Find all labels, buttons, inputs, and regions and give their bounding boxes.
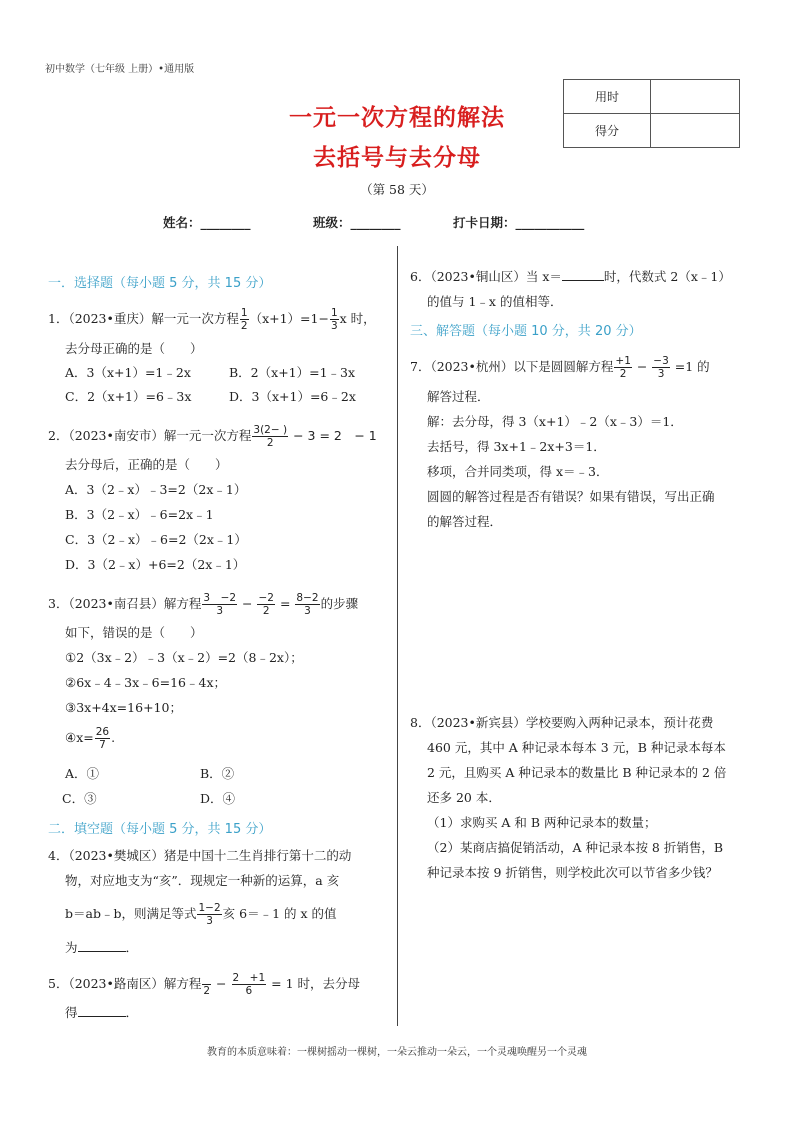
q3-option-d[interactable]: D．④	[200, 791, 236, 806]
fraction: $\frac{8-2}{3}$	[296, 592, 319, 617]
q2-option-a[interactable]: A．3（2﹣x）﹣3=2（2x﹣1）	[65, 482, 247, 497]
section-choice: 一．选择题（每小题 5 分，共 15 分）	[48, 276, 272, 291]
title-line-1: 一元一次方程的解法	[289, 105, 505, 131]
q6-line-2: 的值与 1﹣x 的值相等．	[427, 294, 563, 309]
q7-line-7: 的解答过程．	[427, 514, 503, 529]
q8-line-2: 460 元，其中 A 种记录本每本 3 元，B 种记录本每本	[427, 740, 726, 755]
q1-stem-2: 去分母正确的是（ ）	[65, 341, 203, 356]
q4-line-1: 4．（2023•樊城区）猪是中国十二生肖排行第十二的动	[48, 848, 352, 863]
q2-stem: 2．（2023•南安市）解一元一次方程 $\frac{3(2- )}{2}$ − 3 = 2 − 1	[48, 424, 377, 449]
column-divider	[397, 246, 398, 1026]
q4-line-3: b＝ab﹣b，则满足等式 $\frac{1-2}{3}$ 亥 6＝﹣1 的 x 的值	[65, 902, 337, 927]
day-label: （第 58 天）	[360, 182, 434, 197]
q4-line-2: 物，对应地支为“亥”．现规定一种新的运算，a 亥	[65, 873, 340, 888]
q7-line-2: 解答过程．	[427, 389, 490, 404]
q1-stem: 1．（2023•重庆）解一元一次方程 $\frac{1}{2}$ （x+1）=1− $\frac{1}{3}$ x 时，	[48, 307, 376, 332]
q2-option-d[interactable]: D．3（2﹣x）+6=2（2x﹣1）	[65, 557, 246, 572]
q1-option-b[interactable]: B．2（x+1）=1﹣3x	[229, 365, 356, 380]
q7-line-6: 圆圆的解答过程是否有错误？如果有错误，写出正确	[427, 489, 715, 504]
q3-step-4: ④x= $\frac{26}{7}$ .	[65, 726, 116, 751]
q1-option-c[interactable]: C．2（x+1）=6﹣3x	[65, 389, 192, 404]
fraction: $\frac{2 +1}{6}$	[232, 972, 266, 997]
q1-option-a[interactable]: A．3（x+1）=1﹣2x	[65, 365, 191, 380]
q7-line-4: 去括号，得 3x+1﹣2x+3＝1．	[427, 439, 606, 454]
score-field[interactable]	[651, 114, 740, 148]
q7-line-5: 移项，合并同类项，得 x＝﹣3．	[427, 464, 609, 479]
q5-stem: 5．（2023•路南区）解方程 2 − $\frac{2 +1}{6}$ = 1 时，去分母	[48, 972, 361, 997]
fraction: $\frac{-2}{2}$	[258, 592, 274, 617]
q3-option-c[interactable]: C．③	[62, 791, 97, 806]
section-answer: 三、解答题（每小题 10 分，共 20 分）	[410, 324, 642, 339]
q5-answer-blank[interactable]	[78, 1005, 126, 1017]
fraction: $\frac{1}{3}$	[330, 307, 338, 332]
q3-option-a[interactable]: A．①	[65, 766, 100, 781]
fraction: $\frac{-3}{3}$	[653, 355, 669, 380]
q3-option-b[interactable]: B．②	[200, 766, 235, 781]
q8-line-1: 8．（2023•新宾县）学校要购入两种记录本，预计花费	[410, 715, 714, 730]
time-field[interactable]	[651, 80, 740, 114]
q5-line-2: 得 ．	[65, 1005, 139, 1020]
footer-quote: 教育的本质意味着：一棵树摇动一棵树，一朵云推动一朵云，一个灵魂唤醒另一个灵魂	[207, 1047, 587, 1058]
time-label: 用时	[564, 80, 651, 114]
q3-stem: 3．（2023•南召县）解方程 $\frac{3 -2}{3}$ − $\frac{-2}{2}$ = $\frac{8-2}{3}$ 的步骤	[48, 592, 359, 617]
q1-option-d[interactable]: D．3（x+1）=6﹣2x	[229, 389, 356, 404]
fraction: 2	[202, 972, 211, 997]
q3-step-3: ③3x+4x=16+10；	[65, 700, 182, 715]
q2-option-b[interactable]: B．3（2﹣x）﹣6=2x﹣1	[65, 507, 214, 522]
time-score-table	[563, 79, 740, 148]
fraction: $\frac{1}{2}$	[240, 307, 248, 332]
q8-line-4: 还多 20 本．	[427, 790, 501, 805]
fraction: $\frac{1-2}{3}$	[198, 902, 221, 927]
q3-step-1: ①2（3x﹣2）﹣3（x﹣2）=2（8﹣2x）；	[65, 650, 303, 665]
fraction: $\frac{+1}{2}$	[615, 355, 631, 380]
q2-option-c[interactable]: C．3（2﹣x）﹣6=2（2x﹣1）	[65, 532, 247, 547]
class-field: 班级：________	[313, 215, 401, 230]
q2-stem-2: 去分母后，正确的是（ ）	[65, 457, 228, 472]
q8-line-6: （2）某商店搞促销活动，A 种记录本按 8 折销售，B	[427, 840, 724, 855]
fraction: $\frac{3 -2}{3}$	[203, 592, 237, 617]
q7-stem: 7．（2023•杭州）以下是圆圆解方程 $\frac{+1}{2}$ − $\frac{-3}{3}$ =1 的	[410, 355, 710, 380]
q6-answer-blank[interactable]	[562, 269, 604, 281]
q6-line-1: 6．（2023•铜山区）当 x＝ 时，代数式 2（x﹣1）	[410, 269, 731, 284]
score-label: 得分	[564, 114, 651, 148]
title-line-2: 去括号与去分母	[313, 145, 481, 171]
q4-answer-blank[interactable]	[78, 940, 126, 952]
q3-stem-2: 如下，错误的是（ ）	[65, 625, 203, 640]
fraction: $\frac{3(2- )}{2}$	[253, 424, 288, 449]
date-field: 打卡日期：___________	[453, 215, 585, 230]
fraction: $\frac{26}{7}$	[95, 726, 110, 751]
q8-line-3: 2 元，且购买 A 种记录本的数量比 B 种记录本的 2 倍	[427, 765, 727, 780]
section-fill: 二．填空题（每小题 5 分，共 15 分）	[48, 822, 272, 837]
q3-step-2: ②6x﹣4﹣3x﹣6=16﹣4x；	[65, 675, 226, 690]
q8-line-5: （1）求购买 A 和 B 两种记录本的数量；	[427, 815, 657, 830]
q4-line-4: 为 ．	[65, 940, 139, 955]
q8-line-7: 种记录本按 9 折销售，则学校此次可以节省多少钱？	[427, 865, 718, 880]
name-field: 姓名：________	[163, 215, 251, 230]
q7-line-3: 解：去分母，得 3（x+1）﹣2（x﹣3）＝1．	[427, 414, 683, 429]
course-header: 初中数学（七年级 上册）•通用版	[45, 64, 195, 75]
